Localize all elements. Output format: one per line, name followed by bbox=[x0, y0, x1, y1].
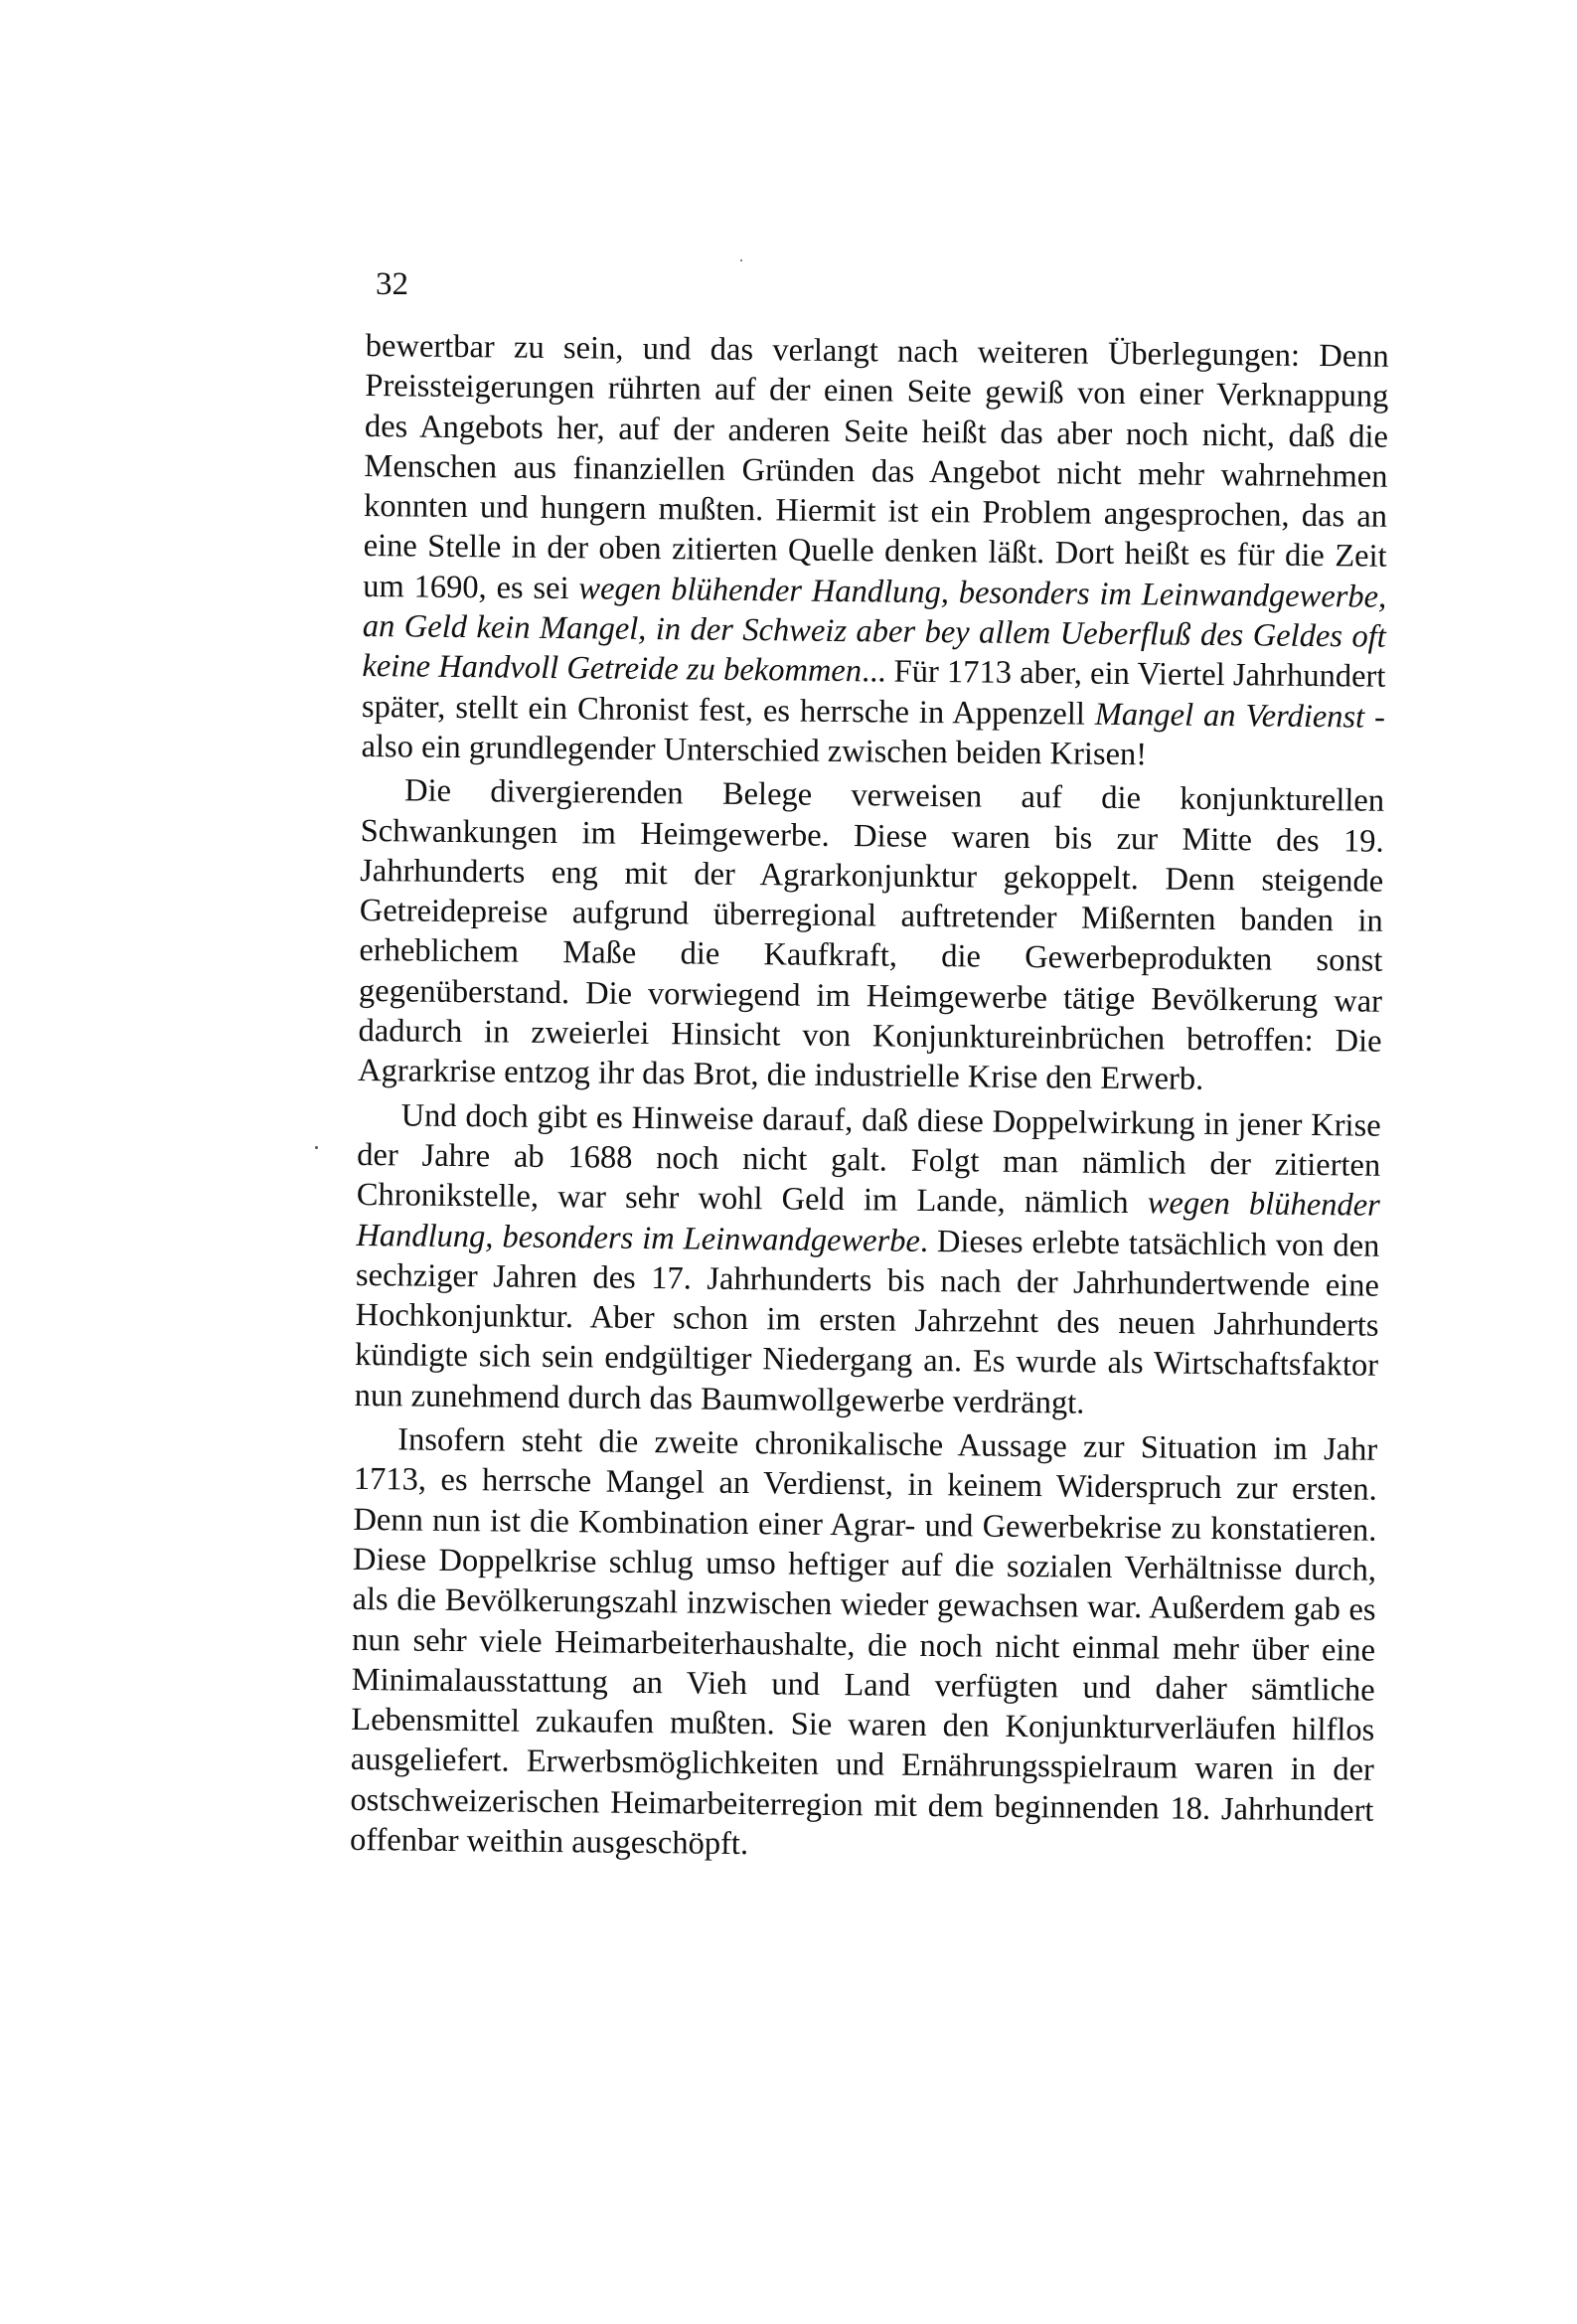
text-run: Die divergierenden Belege verweisen auf die konjunkturellen Schwankungen im Heimgewerbe. Diese waren bis zur Mitte des 19. Jahrhunderts eng mit der Agrarkonjunktur gekoppelt. Denn steigende Getreidepreise aufgrund überregional auftretender Mißernten banden in erheblichem Maße die Kaufkraft, die Gewerbeprodukten sonst gegenüberstand. Die vorwiegend im Heimgewerbe tätige Bevölkerung war dadurch in zweierlei Hinsicht von Konjunktureinbrüchen betroffen: Die Agrarkrise entzog ihr das Brot, die industrielle Krise den Erwerb. bbox=[357, 772, 1385, 1098]
page-number: 32 bbox=[376, 266, 408, 302]
text-run: bewertbar zu sein, und das verlangt nach weiteren Überlegungen: Denn Preissteigerungen rührten auf der einen Seite gewiß von einer Verknappung des Angebots her, auf der anderen Seite heißt das aber noch nicht, daß die Menschen aus finanziellen Gründen das Angebot nicht mehr wahrnehmen konnten und hungern mußten. Hiermit ist ein Problem angesprochen, das an eine Stelle in der oben zitierten Quelle denken läßt. Dort heißt es für die Zeit um 1690, es sei bbox=[363, 327, 1389, 607]
quote-italic: Mangel an Verdienst bbox=[1094, 696, 1365, 736]
quote-italic: wegen blühender Handlung, besonders im Leinwandgewerbe bbox=[356, 1185, 1380, 1259]
paragraph-3 bbox=[355, 1095, 1381, 1426]
text-run: Insofern steht die zweite chronikalische Aussage zur Situation im Jahr 1713, es herrsche Mangel an Verdienst, in keinem Widerspruch zur ersten. Denn nun ist die Kombination einer Agrar- und Gewerbekrise zu konstatieren. Diese Doppelkrise schlug umso heftiger auf die sozialen Verhältnisse durch, als die Bevölkerungszahl inzwischen wieder gewachsen war. Außerdem gab es nun sehr viele Heimarbeiterhaushalte, die noch nicht einmal mehr über eine Minimalausstattung an Vieh und Land verfügten und daher sämtliche Lebensmittel zukaufen mußten. Sie waren den Konjunkturverläufen hilflos ausgeliefert. Erwerbsmöglichkeiten und Ernährungsspielraum waren in der ostschweizerischen Heimarbeiterregion mit dem beginnenden 18. Jahrhundert offenbar weithin ausgeschöpft. bbox=[349, 1421, 1378, 1863]
text-run: . Dieses erlebte tatsächlich von den sechziger Jahren des 17. Jahrhunderts bis nach der Jahrhundertwende eine Hochkonjunktur. Aber schon im ersten Jahrzehnt des neuen Jahrhunderts kündigte sich sein endgültiger Niedergang an. Es wurde als Wirtschaftsfaktor nun zunehmend durch das Baumwollgewerbe verdrängt. bbox=[354, 1223, 1380, 1421]
scan-speck bbox=[315, 1146, 318, 1149]
body-text bbox=[350, 326, 1389, 1871]
paragraph-1 bbox=[361, 326, 1389, 777]
text-run: - also ein grundlegender Unterschied zwischen beiden Krisen! bbox=[361, 699, 1386, 773]
paragraph-2 bbox=[358, 770, 1384, 1101]
quote-italic: wegen blühender Handlung, besonders im Leinwandgewerbe, an Geld kein Mangel, in der Schweiz aber bey allem Ueberfluß des Geldes oft keine Handvoll Getreide zu bekommen bbox=[362, 571, 1387, 690]
scan-speck bbox=[740, 259, 742, 261]
text-run: ... Für 1713 aber, ein Viertel Jahrhundert später, stellt ein Chronist fest, es herrsche in Appenzell bbox=[361, 653, 1386, 733]
paragraph-4 bbox=[350, 1419, 1378, 1871]
text-run: Und doch gibt es Hinweise darauf, daß diese Doppelwirkung in jener Krise der Jahre ab 1688 noch nicht galt. Folgt man nämlich der zitierten Chronikstelle, war sehr wohl Geld im Lande, nämlich bbox=[356, 1097, 1381, 1222]
